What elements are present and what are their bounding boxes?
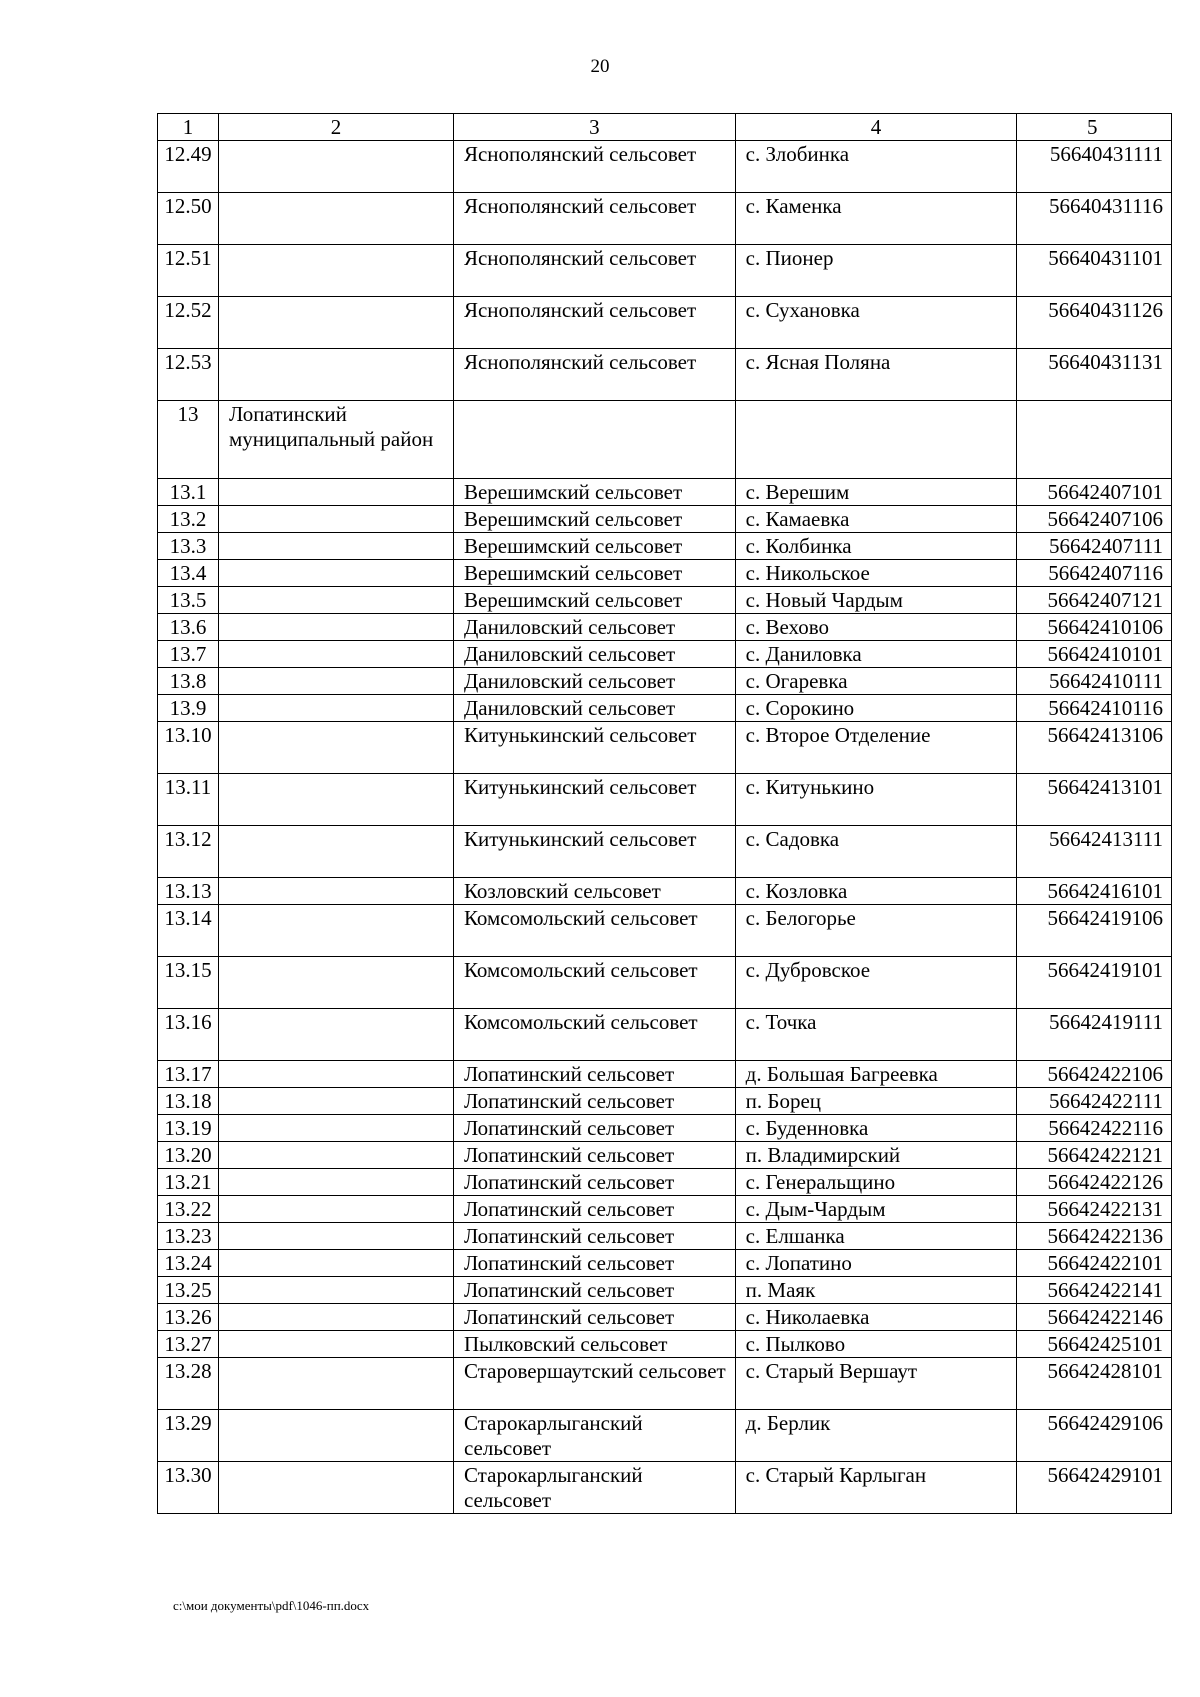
cell-district [219,641,454,668]
cell-code: 56642425101 [1017,1331,1172,1358]
table-row [158,1410,1172,1462]
cell-number: 13.20 [158,1142,219,1169]
table-row [158,722,1172,774]
cell-district [219,1169,454,1196]
table-row [158,957,1172,1009]
cell-district [219,957,454,1009]
cell-number: 13.16 [158,1009,219,1061]
cell-code: 56642413111 [1017,826,1172,878]
table-row [158,479,1172,506]
table-row [158,1277,1172,1304]
table-row [158,560,1172,587]
cell-number: 13.28 [158,1358,219,1410]
table-body [158,141,1172,1514]
cell-district [219,668,454,695]
table-row [158,1223,1172,1250]
cell-code: 56642407111 [1017,533,1172,560]
cell-number: 12.53 [158,349,219,401]
cell-code: 56642429106 [1017,1410,1172,1462]
cell-settlement: с. Генеральщино [735,1169,1017,1196]
cell-council: Старокарлыганский сельсовет [453,1410,735,1462]
cell-district [219,141,454,193]
cell-number: 13.6 [158,614,219,641]
table-row [158,1331,1172,1358]
cell-district [219,1304,454,1331]
cell-district [219,479,454,506]
cell-number: 13.7 [158,641,219,668]
cell-council: Козловский сельсовет [453,878,735,905]
cell-council: Старокарлыганский сельсовет [453,1462,735,1514]
cell-code: 56640431131 [1017,349,1172,401]
table-row [158,668,1172,695]
cell-council: Верешимский сельсовет [453,506,735,533]
cell-number: 13.23 [158,1223,219,1250]
cell-code: 56642422121 [1017,1142,1172,1169]
cell-council: Комсомольский сельсовет [453,905,735,957]
footer-file-path: c:\мои документы\pdf\1046-пп.docx [173,1598,370,1613]
cell-settlement: п. Маяк [735,1277,1017,1304]
cell-district [219,1223,454,1250]
cell-settlement: с. Дым-Чардым [735,1196,1017,1223]
cell-code: 56642422131 [1017,1196,1172,1223]
cell-code: 56642422126 [1017,1169,1172,1196]
cell-settlement: д. Большая Багреевка [735,1061,1017,1088]
table-row [158,533,1172,560]
settlements-table [157,113,1172,1514]
cell-settlement: с. Новый Чардым [735,587,1017,614]
cell-code: 56642407101 [1017,479,1172,506]
cell-code: 56640431126 [1017,297,1172,349]
cell-code: 56642422116 [1017,1115,1172,1142]
cell-district [219,349,454,401]
table-row [158,1169,1172,1196]
cell-district [219,560,454,587]
cell-council: Яснополянский сельсовет [453,193,735,245]
cell-council: Даниловский сельсовет [453,641,735,668]
cell-settlement: с. Никольское [735,560,1017,587]
cell-settlement: с. Камаевка [735,506,1017,533]
cell-council: Даниловский сельсовет [453,695,735,722]
table-row [158,193,1172,245]
table-row [158,1115,1172,1142]
table-row [158,297,1172,349]
table-row [158,1142,1172,1169]
cell-code: 56642410101 [1017,641,1172,668]
column-header-4: 4 [735,114,1017,141]
cell-council: Лопатинский сельсовет [453,1115,735,1142]
cell-district [219,905,454,957]
table-row [158,1009,1172,1061]
table-row [158,401,1172,479]
cell-settlement: п. Борец [735,1088,1017,1115]
cell-number: 13.29 [158,1410,219,1462]
cell-code: 56640431111 [1017,141,1172,193]
cell-district [219,1061,454,1088]
table-row [158,1304,1172,1331]
cell-district [219,1115,454,1142]
cell-settlement: с. Огаревка [735,668,1017,695]
cell-district [219,1142,454,1169]
table-row [158,141,1172,193]
cell-settlement: п. Владимирский [735,1142,1017,1169]
cell-code: 56642422141 [1017,1277,1172,1304]
cell-district [219,506,454,533]
cell-code: 56642407121 [1017,587,1172,614]
cell-council: Яснополянский сельсовет [453,245,735,297]
cell-settlement: с. Дубровское [735,957,1017,1009]
cell-number: 13.13 [158,878,219,905]
cell-district [219,878,454,905]
cell-code: 56642410111 [1017,668,1172,695]
table-row [158,1462,1172,1514]
cell-code: 56642422136 [1017,1223,1172,1250]
cell-number: 13.25 [158,1277,219,1304]
cell-district [219,1277,454,1304]
table-row [158,878,1172,905]
cell-district [219,1462,454,1514]
cell-council: Китунькинский сельсовет [453,826,735,878]
cell-number: 13.2 [158,506,219,533]
cell-settlement: с. Второе Отделение [735,722,1017,774]
cell-district [219,1009,454,1061]
cell-number: 13.21 [158,1169,219,1196]
cell-number: 13.30 [158,1462,219,1514]
cell-number: 12.52 [158,297,219,349]
cell-number: 13.15 [158,957,219,1009]
cell-code: 56642410116 [1017,695,1172,722]
cell-settlement: с. Пионер [735,245,1017,297]
cell-district: Лопатинский муниципальный район [219,401,454,479]
cell-settlement: с. Старый Вершаут [735,1358,1017,1410]
table-row [158,1358,1172,1410]
cell-number: 13.19 [158,1115,219,1142]
cell-council: Лопатинский сельсовет [453,1088,735,1115]
cell-council: Китунькинский сельсовет [453,774,735,826]
cell-district [219,1196,454,1223]
cell-district [219,1088,454,1115]
cell-settlement: с. Буденновка [735,1115,1017,1142]
cell-settlement: с. Ясная Поляна [735,349,1017,401]
cell-district [219,533,454,560]
cell-code: 56642419106 [1017,905,1172,957]
column-header-5: 5 [1017,114,1172,141]
cell-code [1017,401,1172,479]
page-number: 20 [590,56,610,77]
cell-code: 56642413106 [1017,722,1172,774]
cell-number: 13.26 [158,1304,219,1331]
table-row [158,774,1172,826]
cell-district [219,774,454,826]
cell-number: 13.14 [158,905,219,957]
cell-number: 12.50 [158,193,219,245]
cell-council: Даниловский сельсовет [453,614,735,641]
cell-district [219,722,454,774]
cell-council: Верешимский сельсовет [453,479,735,506]
cell-council: Яснополянский сельсовет [453,141,735,193]
cell-number: 13 [158,401,219,479]
table-row [158,506,1172,533]
cell-code: 56642429101 [1017,1462,1172,1514]
table-row [158,587,1172,614]
cell-settlement: с. Даниловка [735,641,1017,668]
cell-council: Лопатинский сельсовет [453,1142,735,1169]
cell-district [219,826,454,878]
cell-settlement: с. Старый Карлыган [735,1462,1017,1514]
cell-settlement: с. Козловка [735,878,1017,905]
cell-council: Пылковский сельсовет [453,1331,735,1358]
cell-council: Лопатинский сельсовет [453,1223,735,1250]
cell-settlement: с. Верешим [735,479,1017,506]
table-row [158,349,1172,401]
cell-number: 13.5 [158,587,219,614]
cell-number: 13.4 [158,560,219,587]
cell-settlement: с. Николаевка [735,1304,1017,1331]
cell-settlement: с. Сухановка [735,297,1017,349]
table-row [158,905,1172,957]
cell-code: 56642428101 [1017,1358,1172,1410]
cell-code: 56642422111 [1017,1088,1172,1115]
cell-district [219,695,454,722]
cell-code: 56642407106 [1017,506,1172,533]
cell-number: 12.49 [158,141,219,193]
cell-code: 56642413101 [1017,774,1172,826]
cell-number: 13.22 [158,1196,219,1223]
cell-settlement: с. Садовка [735,826,1017,878]
cell-district [219,245,454,297]
cell-number: 13.18 [158,1088,219,1115]
cell-council: Комсомольский сельсовет [453,1009,735,1061]
cell-district [219,193,454,245]
cell-council: Комсомольский сельсовет [453,957,735,1009]
cell-code: 56642422101 [1017,1250,1172,1277]
cell-district [219,297,454,349]
cell-council: Лопатинский сельсовет [453,1277,735,1304]
column-header-1: 1 [158,114,219,141]
cell-code: 56642422146 [1017,1304,1172,1331]
cell-district [219,1358,454,1410]
table-row [158,245,1172,297]
cell-code: 56640431101 [1017,245,1172,297]
cell-council: Яснополянский сельсовет [453,349,735,401]
header-row [158,114,1172,141]
cell-settlement: с. Точка [735,1009,1017,1061]
cell-district [219,1410,454,1462]
cell-settlement: с. Колбинка [735,533,1017,560]
cell-number: 13.1 [158,479,219,506]
cell-district [219,1331,454,1358]
cell-settlement: с. Китунькино [735,774,1017,826]
table-row [158,1250,1172,1277]
cell-number: 13.11 [158,774,219,826]
cell-code: 56642407116 [1017,560,1172,587]
table-row [158,1088,1172,1115]
cell-code: 56642410106 [1017,614,1172,641]
cell-code: 56642419101 [1017,957,1172,1009]
table-row [158,826,1172,878]
cell-number: 12.51 [158,245,219,297]
cell-number: 13.24 [158,1250,219,1277]
cell-district [219,614,454,641]
cell-number: 13.9 [158,695,219,722]
cell-code: 56642416101 [1017,878,1172,905]
cell-number: 13.8 [158,668,219,695]
table-row [158,695,1172,722]
cell-number: 13.17 [158,1061,219,1088]
cell-settlement: с. Пылково [735,1331,1017,1358]
table-row [158,1196,1172,1223]
cell-code: 56640431116 [1017,193,1172,245]
cell-settlement: с. Каменка [735,193,1017,245]
cell-council: Лопатинский сельсовет [453,1250,735,1277]
cell-district [219,1250,454,1277]
cell-settlement: с. Сорокино [735,695,1017,722]
cell-settlement: с. Вехово [735,614,1017,641]
cell-number: 13.10 [158,722,219,774]
cell-settlement: с. Белогорье [735,905,1017,957]
cell-settlement: с. Елшанка [735,1223,1017,1250]
cell-number: 13.3 [158,533,219,560]
cell-settlement: с. Лопатино [735,1250,1017,1277]
cell-settlement [735,401,1017,479]
cell-council: Верешимский сельсовет [453,587,735,614]
cell-council [453,401,735,479]
cell-number: 13.27 [158,1331,219,1358]
table-row [158,1061,1172,1088]
table-header [158,114,1172,141]
cell-council: Верешимский сельсовет [453,560,735,587]
column-header-3: 3 [453,114,735,141]
column-header-2: 2 [219,114,454,141]
cell-settlement: с. Злобинка [735,141,1017,193]
cell-council: Лопатинский сельсовет [453,1304,735,1331]
cell-council: Лопатинский сельсовет [453,1169,735,1196]
cell-council: Китунькинский сельсовет [453,722,735,774]
cell-council: Лопатинский сельсовет [453,1061,735,1088]
cell-council: Старовершаутский сельсовет [453,1358,735,1410]
cell-council: Яснополянский сельсовет [453,297,735,349]
cell-code: 56642419111 [1017,1009,1172,1061]
cell-council: Верешимский сельсовет [453,533,735,560]
cell-council: Даниловский сельсовет [453,668,735,695]
table-row [158,614,1172,641]
cell-settlement: д. Берлик [735,1410,1017,1462]
cell-code: 56642422106 [1017,1061,1172,1088]
cell-district [219,587,454,614]
cell-council: Лопатинский сельсовет [453,1196,735,1223]
cell-number: 13.12 [158,826,219,878]
table-row [158,641,1172,668]
